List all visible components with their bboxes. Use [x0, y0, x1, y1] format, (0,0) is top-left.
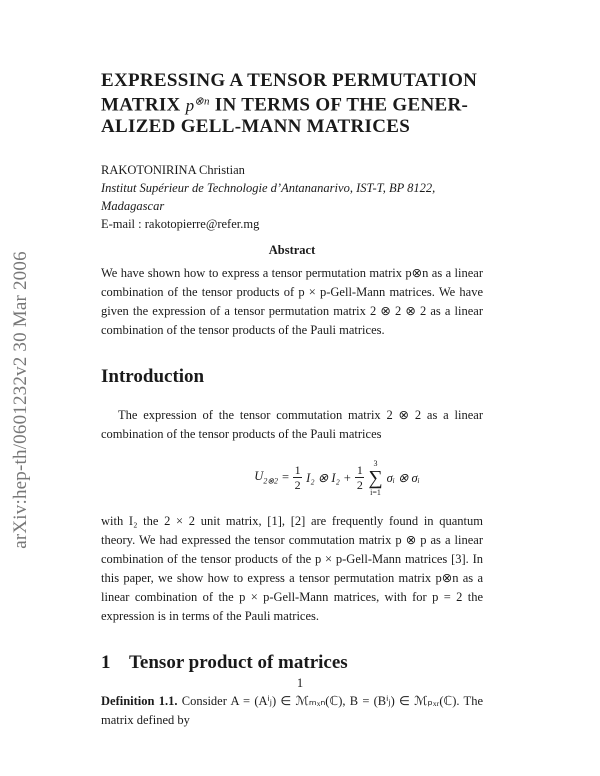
fraction-half-2: $\frac{1}{2}$ — [356, 463, 363, 493]
arxiv-id-text: arXiv:hep-th/0601232v2 30 Mar 2006 — [10, 251, 31, 549]
abstract-heading: Abstract — [268, 242, 316, 257]
title-line-3: ALIZED GELL-MANN MATRICES — [101, 115, 411, 137]
abstract-text: We have shown how to express a tensor permutation matrix p⊗n as a linear combination of the tensor products of p × p-Gell-Mann matrices. We have given the expression of a tensor permutation matrix 2 ⊗ 2 ⊗ 2 as a linear combination of the tensor products of the Pauli matrices. — [101, 265, 483, 337]
section-1-heading: 1 Tensor product of matrices — [101, 651, 348, 673]
intro-paragraph-1: The expression of the tensor commutation matrix 2 ⊗ 2 as a linear combination of the tensor products of the Pauli matrices — [101, 407, 483, 441]
author-institute: Institut Supérieur de Technologie d’Antananarivo, IST-T, BP 8122, Madagascar — [101, 180, 436, 213]
paper-title — [101, 70, 483, 137]
page-number: 1 — [296, 676, 304, 690]
arxiv-sidebar-stamp — [8, 200, 34, 600]
title-line-2: MATRIX $p^{\otimes n}$ IN TERMS OF THE GENER- — [101, 94, 469, 116]
intro-paragraph-2: with I₂ the 2 × 2 unit matrix, [1], [2] are frequently found in quantum theory. We had expressed the tensor commutation matrix p ⊗ p as a linear combination of the tensor products of the p × p-Gell-Mann matrices [3]. In this paper, we show how to express a tensor permutation matrix p⊗n as a linear combination of the p × p-Gell-Mann matrices, with for p = 2 the expression is in terms of the Pauli matrices. — [101, 513, 483, 623]
fraction-half-1: $\frac{1}{2}$ — [294, 463, 301, 493]
definition-1-1: Definition 1.1. Consider A = (Aⁱⱼ) ∈ ℳₘₓₙ(ℂ), B = (Bⁱⱼ) ∈ ℳₚₓᵣ(ℂ). The matrix defined by — [101, 693, 483, 727]
equation-u22: $U_{2\otimes 2}$ = $\frac{1}{2}$ I₂ ⊗ I₂ + $\frac{1}{2}$ 3 ∑ i=1 σᵢ ⊗ σᵢ — [254, 458, 420, 497]
title-line-1: EXPRESSING A TENSOR PERMUTATION — [101, 70, 478, 91]
summation-symbol: 3 ∑ i=1 — [368, 458, 383, 497]
author-name: RAKOTONIRINA Christian — [101, 162, 245, 177]
introduction-heading: Introduction — [101, 365, 205, 387]
author-email: E-mail : rakotopierre@refer.mg — [101, 216, 260, 231]
paper-page — [101, 70, 483, 730]
